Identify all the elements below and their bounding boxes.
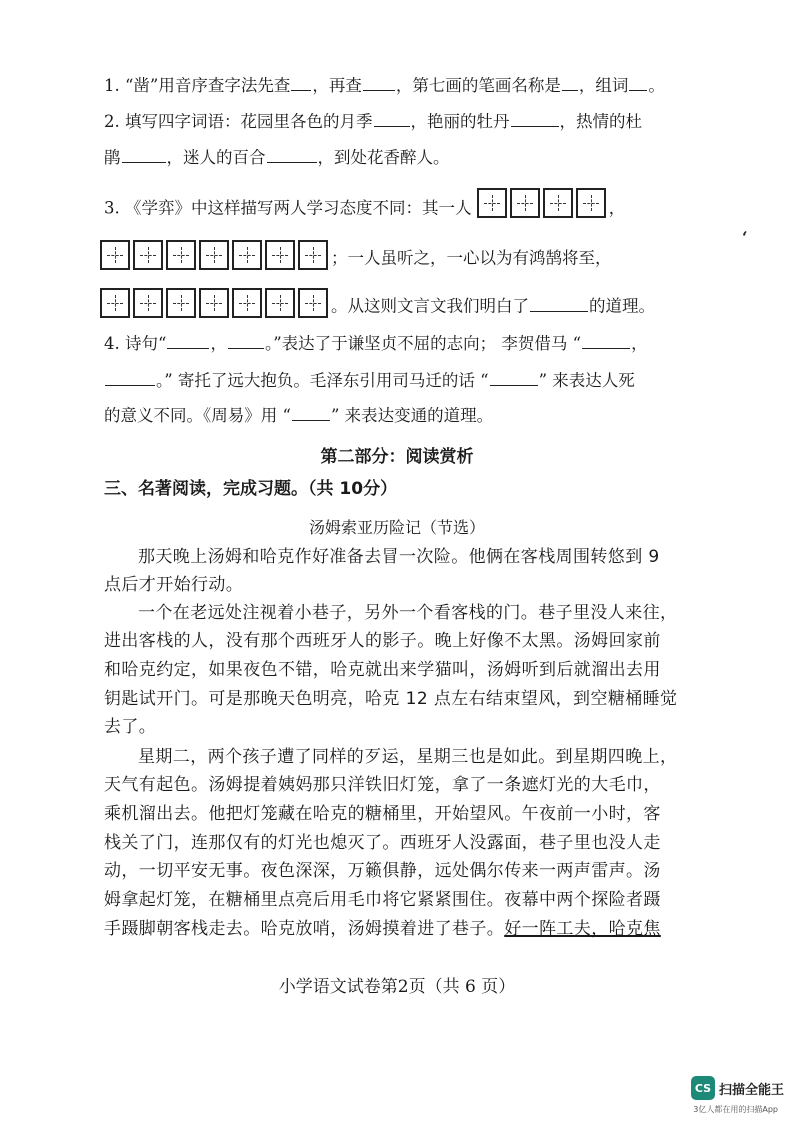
answer-blank[interactable] (490, 369, 538, 386)
answer-blank[interactable] (291, 74, 311, 91)
q2-text: 鹃 (104, 148, 121, 167)
q1-text: 1. “凿”用音序查字法先查 (104, 76, 291, 95)
passage-line: 星期二，两个孩子遭了同样的歹运，星期三也是如此。到星期四晚上， (138, 747, 678, 767)
grid-cell[interactable] (265, 240, 295, 270)
grid-cell[interactable] (100, 288, 130, 318)
writing-grid[interactable] (100, 288, 331, 318)
q3-text: ， (608, 198, 626, 218)
q1-text: ，组词 (578, 76, 629, 95)
q1-text: ，第七画的笔画名称是 (395, 76, 561, 95)
scanner-logo (691, 1076, 784, 1100)
passage-line: 姆拿起灯笼，在糖桶里点亮后用毛巾将它紧紧围住。夜幕中两个探险者蹑 (104, 890, 661, 910)
grid-cell[interactable] (166, 288, 196, 318)
q3-text: 的道理。 (589, 296, 655, 316)
q2-text: ，到处花香醉人。 (317, 148, 450, 167)
writing-grid[interactable] (477, 188, 609, 218)
grid-cell[interactable] (477, 188, 507, 218)
answer-blank[interactable] (582, 332, 630, 349)
grid-cell[interactable] (100, 240, 130, 270)
q1-text: 。 (648, 76, 665, 95)
answer-blank[interactable] (530, 295, 588, 312)
answer-blank[interactable] (122, 146, 166, 163)
passage-line: 去了。 (104, 717, 157, 737)
answer-blank[interactable] (267, 146, 317, 163)
grid-cell[interactable] (298, 288, 328, 318)
section-heading: 三、名著阅读，完成习题。（共 10分） (104, 479, 398, 499)
cs-logo-icon: CS (691, 1076, 715, 1100)
passage-line: 那天晚上汤姆和哈克作好准备去冒一次险。他俩在客栈周围转悠到 9 (138, 547, 660, 567)
answer-blank[interactable] (374, 110, 410, 127)
writing-grid[interactable] (100, 240, 331, 270)
passage-line: 点后才开始行动。 (104, 575, 244, 595)
answer-blank[interactable] (629, 74, 647, 91)
question-4-line-2 (104, 369, 635, 392)
page-footer: 小学语文试卷第2页（共 6 页） (278, 977, 516, 997)
answer-blank[interactable] (105, 369, 155, 386)
question-2-line-2 (104, 146, 450, 169)
grid-cell[interactable] (543, 188, 573, 218)
passage-line: 钥匙试开门。可是那晚天色明亮，哈克 12 点左右结束望风，到空糖桶睡觉 (104, 689, 678, 709)
q2-text: ，艳丽的牡丹 (410, 112, 510, 131)
q2-text: 2. 填写四字词语：花园里各色的月季 (104, 112, 373, 131)
q4-text: 。”表达了于谦坚贞不屈的志向； 李贺借马 “ (264, 334, 582, 353)
q3-text: 。从这则文言文我们明白了 (331, 296, 529, 316)
question-4-line-3 (104, 404, 493, 427)
answer-blank[interactable] (363, 74, 395, 91)
passage-text: 手蹑脚朝客栈走去。哈克放哨，汤姆摸着进了巷子。 (104, 919, 505, 939)
passage-title: 汤姆索亚历险记（节选） (308, 518, 485, 537)
answer-blank[interactable] (228, 332, 264, 349)
answer-blank[interactable] (562, 74, 578, 91)
answer-blank[interactable] (511, 110, 559, 127)
grid-cell[interactable] (133, 288, 163, 318)
scanner-name: 扫描全能王 (718, 1082, 784, 1098)
passage-line: 天气有起色。汤姆提着姨妈那只洋铁旧灯笼，拿了一条遮灯光的大毛巾， (104, 775, 661, 795)
passage-line: 一个在老远处注视着小巷子，另外一个看客栈的门。巷子里没人来往， (138, 603, 678, 623)
q3-text: 3. 《学弈》中这样描写两人学习态度不同：其一人 (104, 198, 472, 218)
q4-text: ” 来表达变通的道理。 (330, 406, 494, 425)
answer-blank[interactable] (167, 332, 209, 349)
q2-text: ，迷人的百合 (166, 148, 266, 167)
answer-blank[interactable] (292, 404, 330, 421)
part-heading: 第二部分：阅读赏析 (320, 447, 474, 467)
question-3-line-2 (104, 244, 612, 274)
q4-text: 4. 诗句“ (104, 334, 167, 353)
question-3-line-3 (104, 292, 655, 322)
q4-text: ” 来表达人死 (538, 371, 635, 390)
question-3-line-1 (104, 194, 625, 224)
grid-cell[interactable] (199, 288, 229, 318)
passage-line: 进出客栈的人，没有那个西班牙人的影子。晚上好像不太黑。汤姆回家前 (104, 631, 661, 651)
question-2-line-1 (104, 110, 642, 133)
q3-text: ；一人虽听之，一心以为有鸿鹄将至， (331, 248, 612, 268)
passage-line: 动，一切平安无事。夜色深深，万籁俱静，远处偶尔传来一两声雷声。汤 (104, 861, 661, 881)
q4-text: ， (210, 334, 227, 353)
passage-line: 和哈克约定，如果夜色不错，哈克就出来学猫叫，汤姆听到后就溜出去用 (104, 660, 661, 680)
grid-cell[interactable] (232, 288, 262, 318)
underlined-text: 好一阵工夫，哈克焦 (504, 919, 661, 939)
grid-cell[interactable] (199, 240, 229, 270)
grid-cell[interactable] (232, 240, 262, 270)
question-4-line-1 (104, 332, 648, 355)
q4-text: 。” 寄托了远大抱负。毛泽东引用司马迁的话 “ (156, 371, 489, 390)
grid-cell[interactable] (510, 188, 540, 218)
scanner-tagline: 3亿人都在用的扫描App (693, 1105, 778, 1114)
passage-line: 栈关了门，连那仅有的灯光也熄灭了。西班牙人没露面，巷子里也没人走 (104, 833, 661, 853)
grid-cell[interactable] (298, 240, 328, 270)
grid-cell[interactable] (166, 240, 196, 270)
grid-cell[interactable] (576, 188, 606, 218)
q1-text: ，再查 (312, 76, 362, 95)
passage-line: 乘机溜出去。他把灯笼藏在哈克的糖桶里，开始望风。午夜前一小时，客 (104, 804, 661, 824)
passage-line (104, 918, 661, 940)
question-1 (104, 74, 665, 97)
q2-text: ，热情的杜 (559, 112, 642, 131)
grid-cell[interactable] (133, 240, 163, 270)
q4-text: ， (631, 334, 648, 353)
scan-mark: ‘ (742, 228, 748, 247)
q4-text: 的意义不同。《周易》用 “ (104, 406, 291, 425)
grid-cell[interactable] (265, 288, 295, 318)
